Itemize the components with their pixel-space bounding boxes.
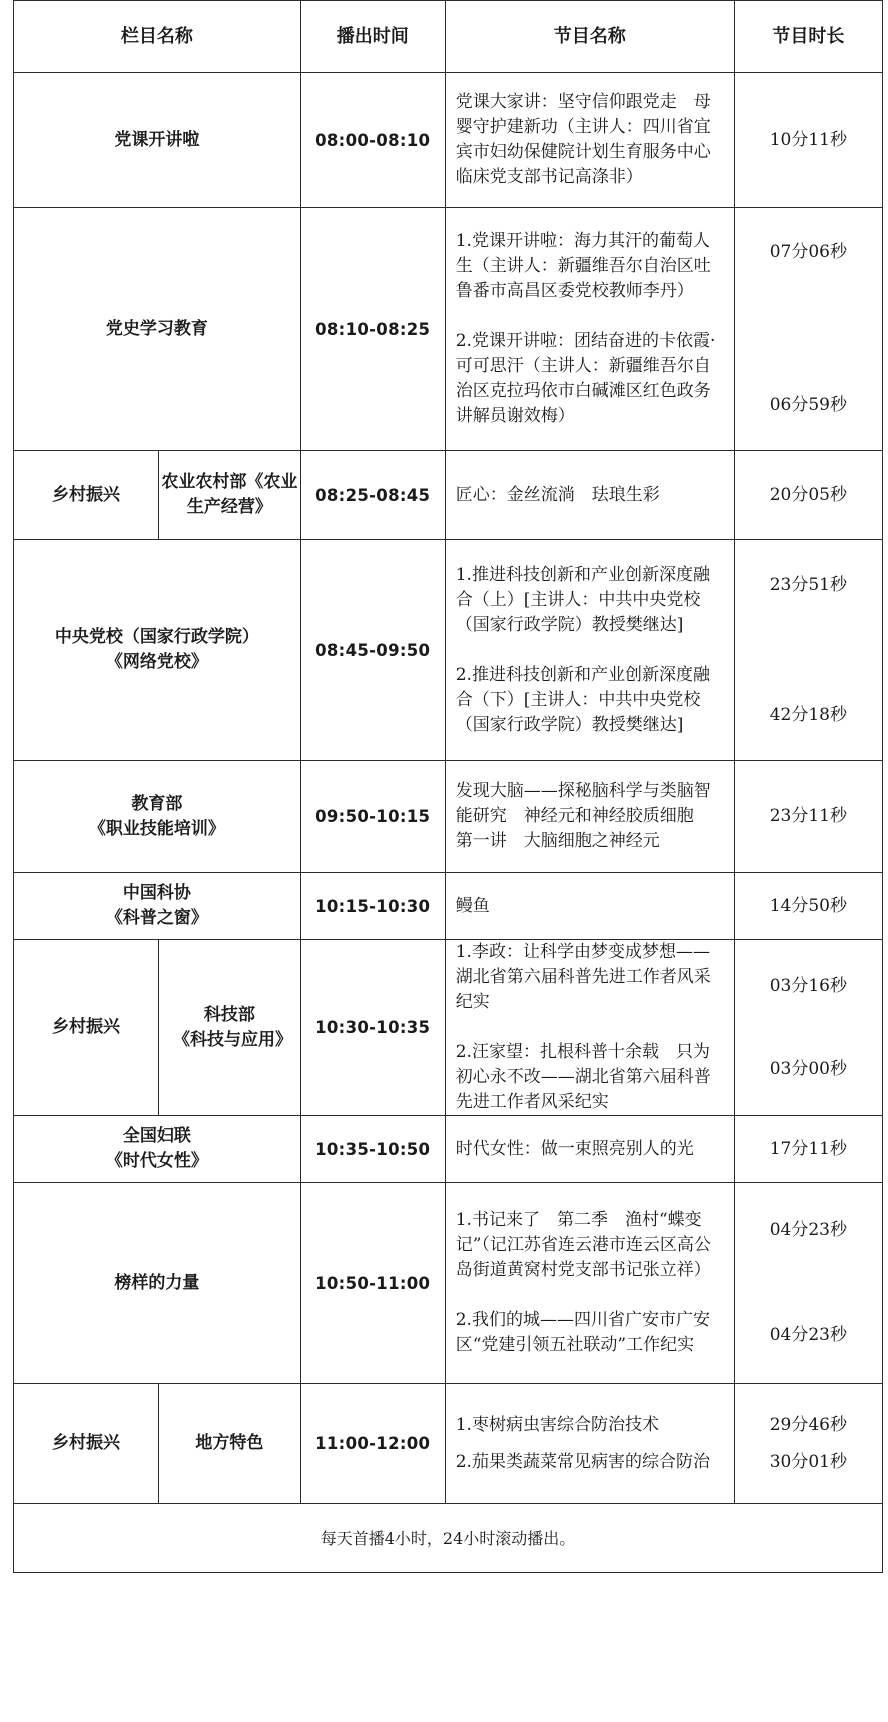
duration-cell: 17分11秒 (734, 1116, 882, 1183)
column-name-cell: 党课开讲啦 (14, 73, 301, 208)
duration-cell: 10分11秒 (734, 73, 882, 208)
table-row (14, 1116, 883, 1183)
broadcast-time-cell: 08:45-09:50 (300, 540, 445, 761)
program-title: 2.我们的城——四川省广安市广安区“党建引领五社联动”工作纪实 (455, 1310, 710, 1355)
program-title: 2.党课开讲啦：团结奋进的卡依霞·可可思汗（主讲人：新疆维吾尔自治区克拉玛依市白碱滩区红色政务讲解员谢效梅） (455, 331, 716, 426)
table-row (14, 73, 883, 208)
duration-value: 07分06秒 (769, 242, 847, 262)
column-name-cell: 农业农村部《农业生产经营》 (159, 451, 301, 540)
duration-cell (734, 1384, 882, 1504)
duration-value: 42分18秒 (769, 704, 847, 725)
duration-value: 29分46秒 (769, 1414, 847, 1435)
broadcast-time-cell: 11:00-12:00 (300, 1384, 445, 1504)
broadcast-time-cell: 08:00-08:10 (300, 73, 445, 208)
column-name-line: 中国科协 (122, 883, 191, 903)
footer-row (14, 1504, 883, 1573)
header-program-name: 节目名称 (445, 1, 734, 73)
program-name-cell (445, 1384, 734, 1504)
duration-cell: 23分11秒 (734, 761, 882, 873)
duration-value: 06分59秒 (769, 395, 847, 415)
column-name-line: 全国妇联 (122, 1126, 191, 1146)
program-name-cell (445, 208, 734, 451)
column-name-cell (14, 540, 301, 761)
column-program-line: 《时代女性》 (105, 1151, 208, 1171)
program-title: 党课大家讲：坚守信仰跟党走 母婴守护建新功（主讲人：四川省宜宾市妇幼保健院计划生育服务中心临床党支部书记高涤非） (455, 92, 711, 187)
duration-value: 03分00秒 (769, 1058, 847, 1079)
program-title: 发现大脑——探秘脑科学与类脑智能研究 神经元和神经胶质细胞 第一讲 大脑细胞之神经元 (455, 781, 711, 851)
column-name-line: 中央党校（国家行政学院） (54, 627, 259, 647)
column-name-cell (14, 873, 301, 940)
column-group-cell: 乡村振兴 (14, 1384, 159, 1504)
table-row (14, 761, 883, 873)
column-group-cell: 乡村振兴 (14, 940, 159, 1116)
broadcast-time-cell: 08:25-08:45 (300, 451, 445, 540)
table-row (14, 451, 883, 540)
column-program-line: 《科技与应用》 (173, 1029, 292, 1050)
duration-cell (734, 540, 882, 761)
schedule-page (13, 0, 883, 1722)
broadcast-time-cell: 09:50-10:15 (300, 761, 445, 873)
table-row (14, 1183, 883, 1384)
column-name-line: 教育部 (131, 793, 183, 814)
table-row (14, 873, 883, 940)
program-name-cell (445, 1116, 734, 1183)
column-name-cell (159, 940, 301, 1116)
column-name-cell: 榜样的力量 (14, 1183, 301, 1384)
program-name-cell (445, 1183, 734, 1384)
duration-cell: 14分50秒 (734, 873, 882, 940)
column-name-line: 科技部 (203, 1004, 255, 1025)
broadcast-time-cell: 10:35-10:50 (300, 1116, 445, 1183)
duration-cell (734, 1183, 882, 1384)
duration-cell (734, 940, 882, 1116)
duration-cell: 20分05秒 (734, 451, 882, 540)
table-row (14, 540, 883, 761)
program-title: 1.书记来了 第二季 渔村“蝶变记”（记江苏省连云港市连云区高公岛街道黄窝村党支部书记张立祥） (455, 1210, 711, 1280)
table-row (14, 208, 883, 451)
program-title: 2.推进科技创新和产业创新深度融合（下）[主讲人：中共中央党校（国家行政学院）教授樊继达] (455, 664, 710, 735)
column-name-cell (14, 1116, 301, 1183)
column-group-cell: 乡村振兴 (14, 451, 159, 540)
table-row (14, 940, 883, 1116)
duration-value: 30分01秒 (769, 1451, 847, 1472)
program-name-cell (445, 73, 734, 208)
header-column-name: 栏目名称 (14, 1, 301, 73)
duration-value: 04分23秒 (769, 1325, 847, 1345)
program-name-cell (445, 873, 734, 940)
program-title: 匠心：金丝流淌 珐琅生彩 (455, 484, 660, 505)
header-duration: 节目时长 (734, 1, 882, 73)
column-name-cell: 地方特色 (159, 1384, 301, 1504)
footer-note: 每天首播4小时，24小时滚动播出。 (14, 1504, 883, 1573)
column-program-line: 《科普之窗》 (105, 908, 208, 928)
duration-cell (734, 208, 882, 451)
header-broadcast-time: 播出时间 (300, 1, 445, 73)
program-title: 1.党课开讲啦：海力其汗的葡萄人生（主讲人：新疆维吾尔自治区吐鲁番市高昌区委党校教师李丹） (455, 231, 711, 301)
duration-value: 03分16秒 (769, 975, 847, 996)
broadcast-schedule-table (13, 0, 883, 1573)
column-program-line: 《网络党校》 (105, 652, 208, 672)
duration-value: 23分51秒 (769, 574, 847, 595)
program-title: 2.茄果类蔬菜常见病害的综合防治 (455, 1451, 710, 1472)
program-name-cell (445, 451, 734, 540)
broadcast-time-cell: 10:15-10:30 (300, 873, 445, 940)
column-name-cell (14, 761, 301, 873)
table-row (14, 1384, 883, 1504)
program-title: 1.推进科技创新和产业创新深度融合（上）[主讲人：中共中央党校（国家行政学院）教授樊继达] (455, 564, 710, 635)
program-title: 鳗鱼 (455, 895, 490, 916)
program-name-cell (445, 761, 734, 873)
column-name-cell: 党史学习教育 (14, 208, 301, 451)
program-title: 时代女性：做一束照亮别人的光 (455, 1138, 694, 1159)
program-title: 2.汪家望：扎根科普十余载 只为初心永不改——湖北省第六届科普先进工作者风采纪实 (455, 1042, 711, 1112)
program-name-cell (445, 940, 734, 1116)
program-title: 1.枣树病虫害综合防治技术 (455, 1414, 659, 1435)
column-program-line: 《职业技能培训》 (88, 818, 225, 839)
broadcast-time-cell: 10:30-10:35 (300, 940, 445, 1116)
broadcast-time-cell: 10:50-11:00 (300, 1183, 445, 1384)
broadcast-time-cell: 08:10-08:25 (300, 208, 445, 451)
header-row (14, 1, 883, 73)
program-name-cell (445, 540, 734, 761)
program-title: 1.李政：让科学由梦变成梦想——湖北省第六届科普先进工作者风采纪实 (455, 942, 711, 1012)
duration-value: 04分23秒 (769, 1220, 847, 1240)
